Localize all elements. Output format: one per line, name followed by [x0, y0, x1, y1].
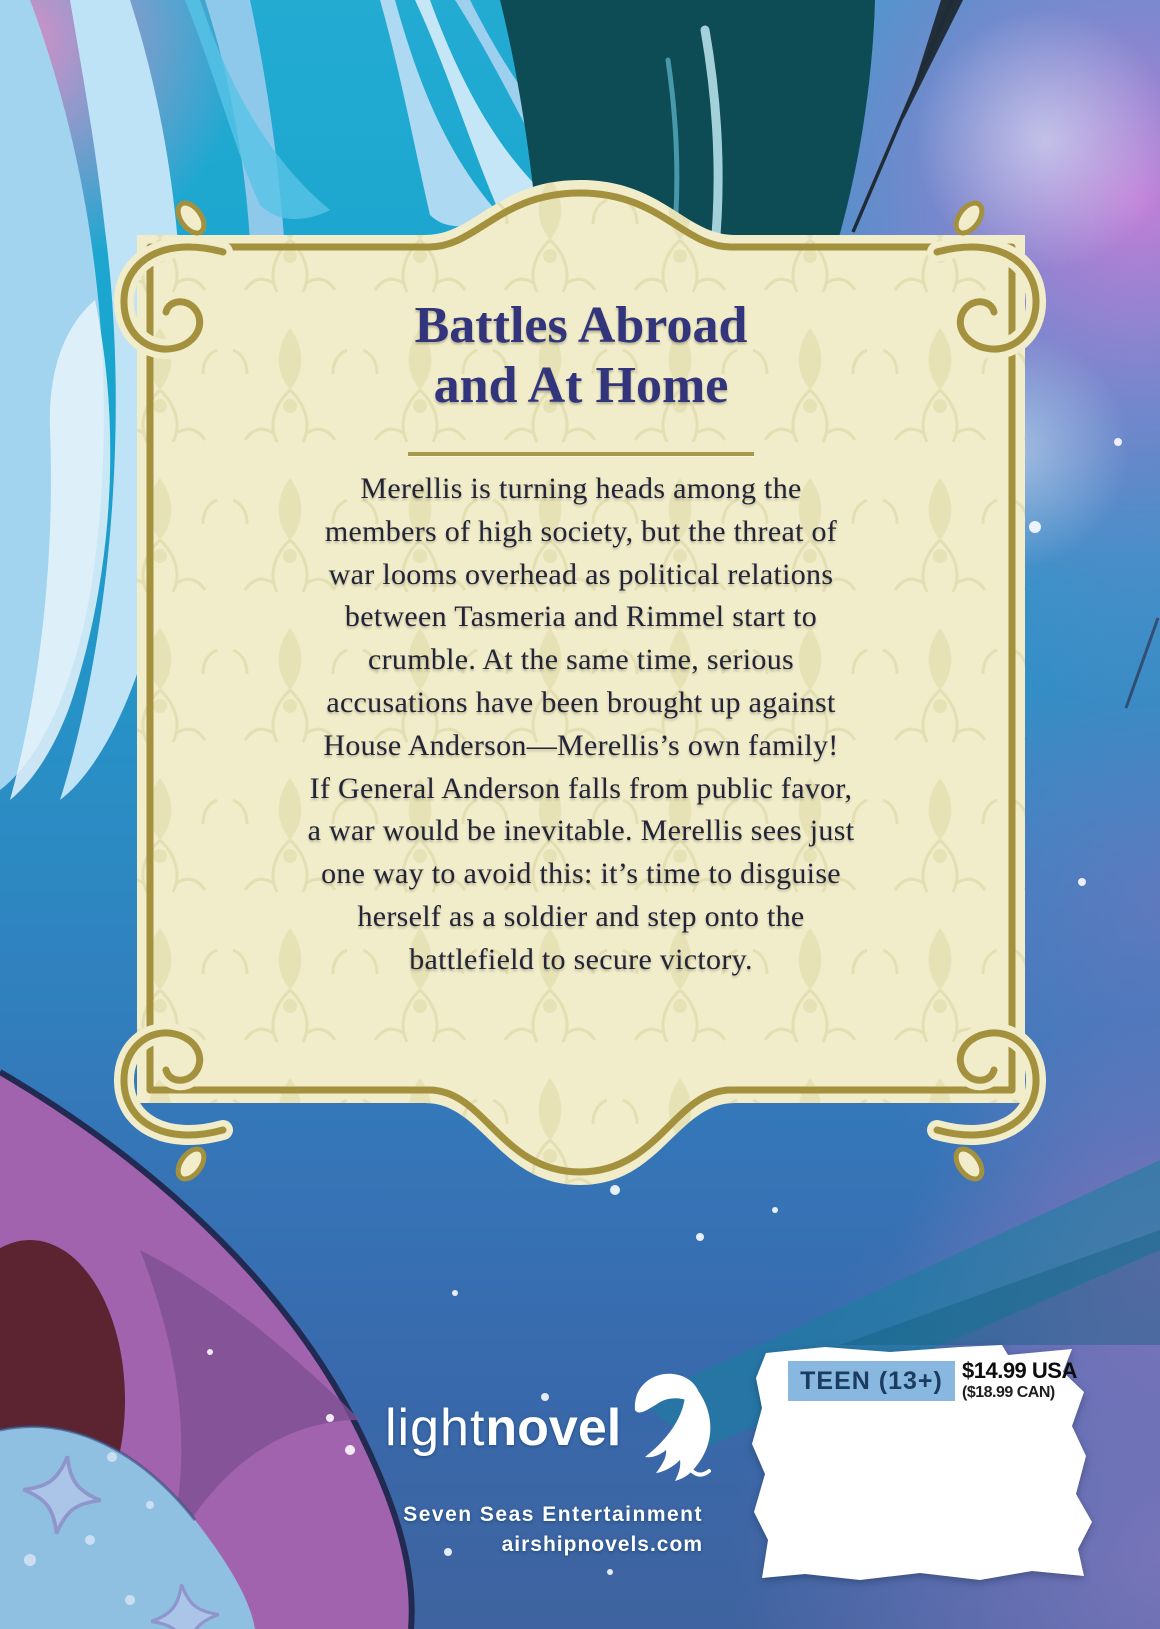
logo-novel-text: novel: [485, 1399, 622, 1457]
blurb-line: Merellis is turning heads among the: [360, 472, 802, 505]
blurb-line: herself as a soldier and step onto the: [357, 899, 805, 933]
blurb-title-line1: Battles Abroad: [414, 297, 748, 354]
blurb-line: between Tasmeria and Rimmel start to: [344, 600, 818, 634]
publisher-website-url: airshipnovels.com: [501, 1533, 703, 1556]
blurb-line: accusations have been brought up against: [326, 685, 836, 719]
age-rating-label: TEEN (13+): [800, 1366, 943, 1395]
blurb-line: crumble. At the same time, serious: [368, 643, 794, 677]
publisher-company-name: Seven Seas Entertainment: [403, 1503, 703, 1526]
blurb-line: one way to avoid this: it’s time to disguise: [321, 857, 841, 891]
price-usa: $14.99 USA: [962, 1358, 1077, 1383]
rating-price-box: [750, 1344, 1098, 1589]
blurb-body: [137, 468, 1025, 982]
title-divider: [408, 452, 754, 456]
feather-quill-icon: [619, 1366, 723, 1484]
logo-light-text: light: [385, 1399, 486, 1457]
blurb-line: House Anderson—Merellis’s own family!: [323, 728, 839, 762]
price-can: ($18.99 CAN): [962, 1384, 1055, 1401]
blurb-line: a war would be inevitable. Merellis sees just: [307, 814, 855, 848]
blurb-title-line2: and At Home: [433, 357, 729, 414]
blurb-title: [137, 296, 1025, 416]
blurb-line: If General Anderson falls from public favor,: [309, 771, 853, 805]
age-rating-badge: [788, 1361, 955, 1401]
blurb-line: battlefield to secure victory.: [409, 942, 753, 976]
blurb-line: war looms overhead as political relations: [328, 557, 834, 591]
light-novel-logo: [385, 1398, 621, 1478]
blurb-line: members of high society, but the threat of: [324, 514, 838, 548]
publisher-lines: [403, 1500, 703, 1560]
